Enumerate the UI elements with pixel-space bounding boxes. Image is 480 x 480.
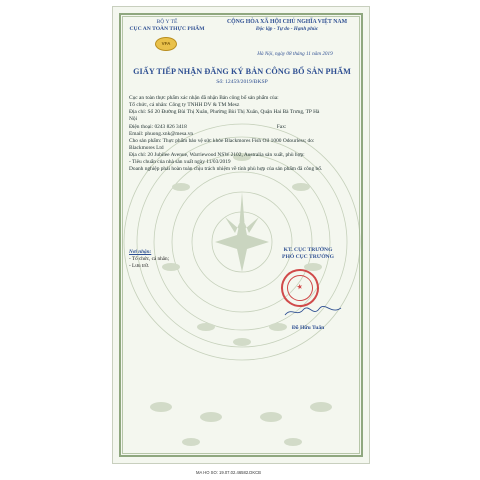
recipient-item: - Tổ chức, cá nhân; [129, 255, 170, 262]
document-title: GIẤY TIẾP NHẬN ĐĂNG KÝ BẢN CÔNG BỐ SẢN PHẨM [133, 67, 351, 76]
document-sheet [112, 6, 370, 464]
body-line: Cục an toàn thực phẩm xác nhận đã nhận Bản công bố sản phẩm của: [129, 95, 279, 101]
body-line: Doanh nghiệp phải hoàn toàn chịu trách nhiệm về tính phù hợp của sản phẩm đã công bố. [129, 166, 323, 173]
phone: Điện thoại: 0243 826 3418 [129, 123, 187, 130]
body-line: Địa chỉ: 20 Jubilee Avenue, Warriewood NSW 2102, Australia sản xuất, phù hợp: [129, 152, 305, 158]
document-number: Số: 12459/2019/ĐKSP [216, 79, 268, 85]
recipients-title: Nơi nhận: [129, 249, 152, 255]
body-line: Tổ chức, cá nhân: Công ty TNHH DV & TM Mesz [129, 102, 240, 109]
agency-name: CỤC AN TOÀN THỰC PHẨM [129, 25, 205, 32]
body-line-phone [129, 124, 357, 131]
logo-text: VFA [161, 41, 171, 46]
signature-title [253, 247, 363, 261]
ministry-name: BỘ Y TẾ [156, 19, 178, 25]
body-line: Nội [129, 116, 138, 123]
agency-logo [155, 37, 177, 51]
body-line: - Tiêu chuẩn của nhà sản xuất ngày 11/03/2019 [129, 159, 231, 166]
body-line: Địa chỉ: Số 20 Đường Bùi Thị Xuân, Phường Bùi Thị Xuân, Quận Hai Bà Trưng, TP Hà [129, 109, 320, 116]
handwritten-signature [283, 305, 343, 319]
signer-name: Đỗ Hữu Tuấn [291, 325, 325, 331]
body-line: Cho sản phẩm: Thực phẩm bảo vệ sức khỏe Blackmores Fish Oil 1000 Odourless; do: [129, 137, 315, 144]
recipient-item: - Lưu trữ. [129, 262, 150, 269]
file-code: MA HO SO: 19.07.02.46582.DKCB [196, 470, 261, 475]
national-motto: Độc lập - Tự do - Hạnh phúc [255, 26, 319, 33]
national-title: CỘNG HÒA XÃ HỘI CHỦ NGHĨA VIỆT NAM [226, 19, 348, 25]
seal-star-icon: ★ [295, 282, 304, 292]
body-line: Blackmores Ltd [129, 144, 164, 151]
body-line: Email: phuong.xnk@mesa.vn [129, 130, 194, 137]
sign-line1: KT. CỤC TRƯỞNG [283, 247, 333, 253]
recipients [129, 249, 199, 269]
issuer-header [125, 19, 209, 33]
sign-line2: PHÓ CỤC TRƯỞNG [282, 253, 334, 260]
national-header [213, 19, 361, 33]
issue-date: Hà Nội, ngày 08 tháng 11 năm 2019 [257, 51, 333, 57]
fax: Fax: [276, 123, 287, 130]
document-body [129, 95, 357, 173]
